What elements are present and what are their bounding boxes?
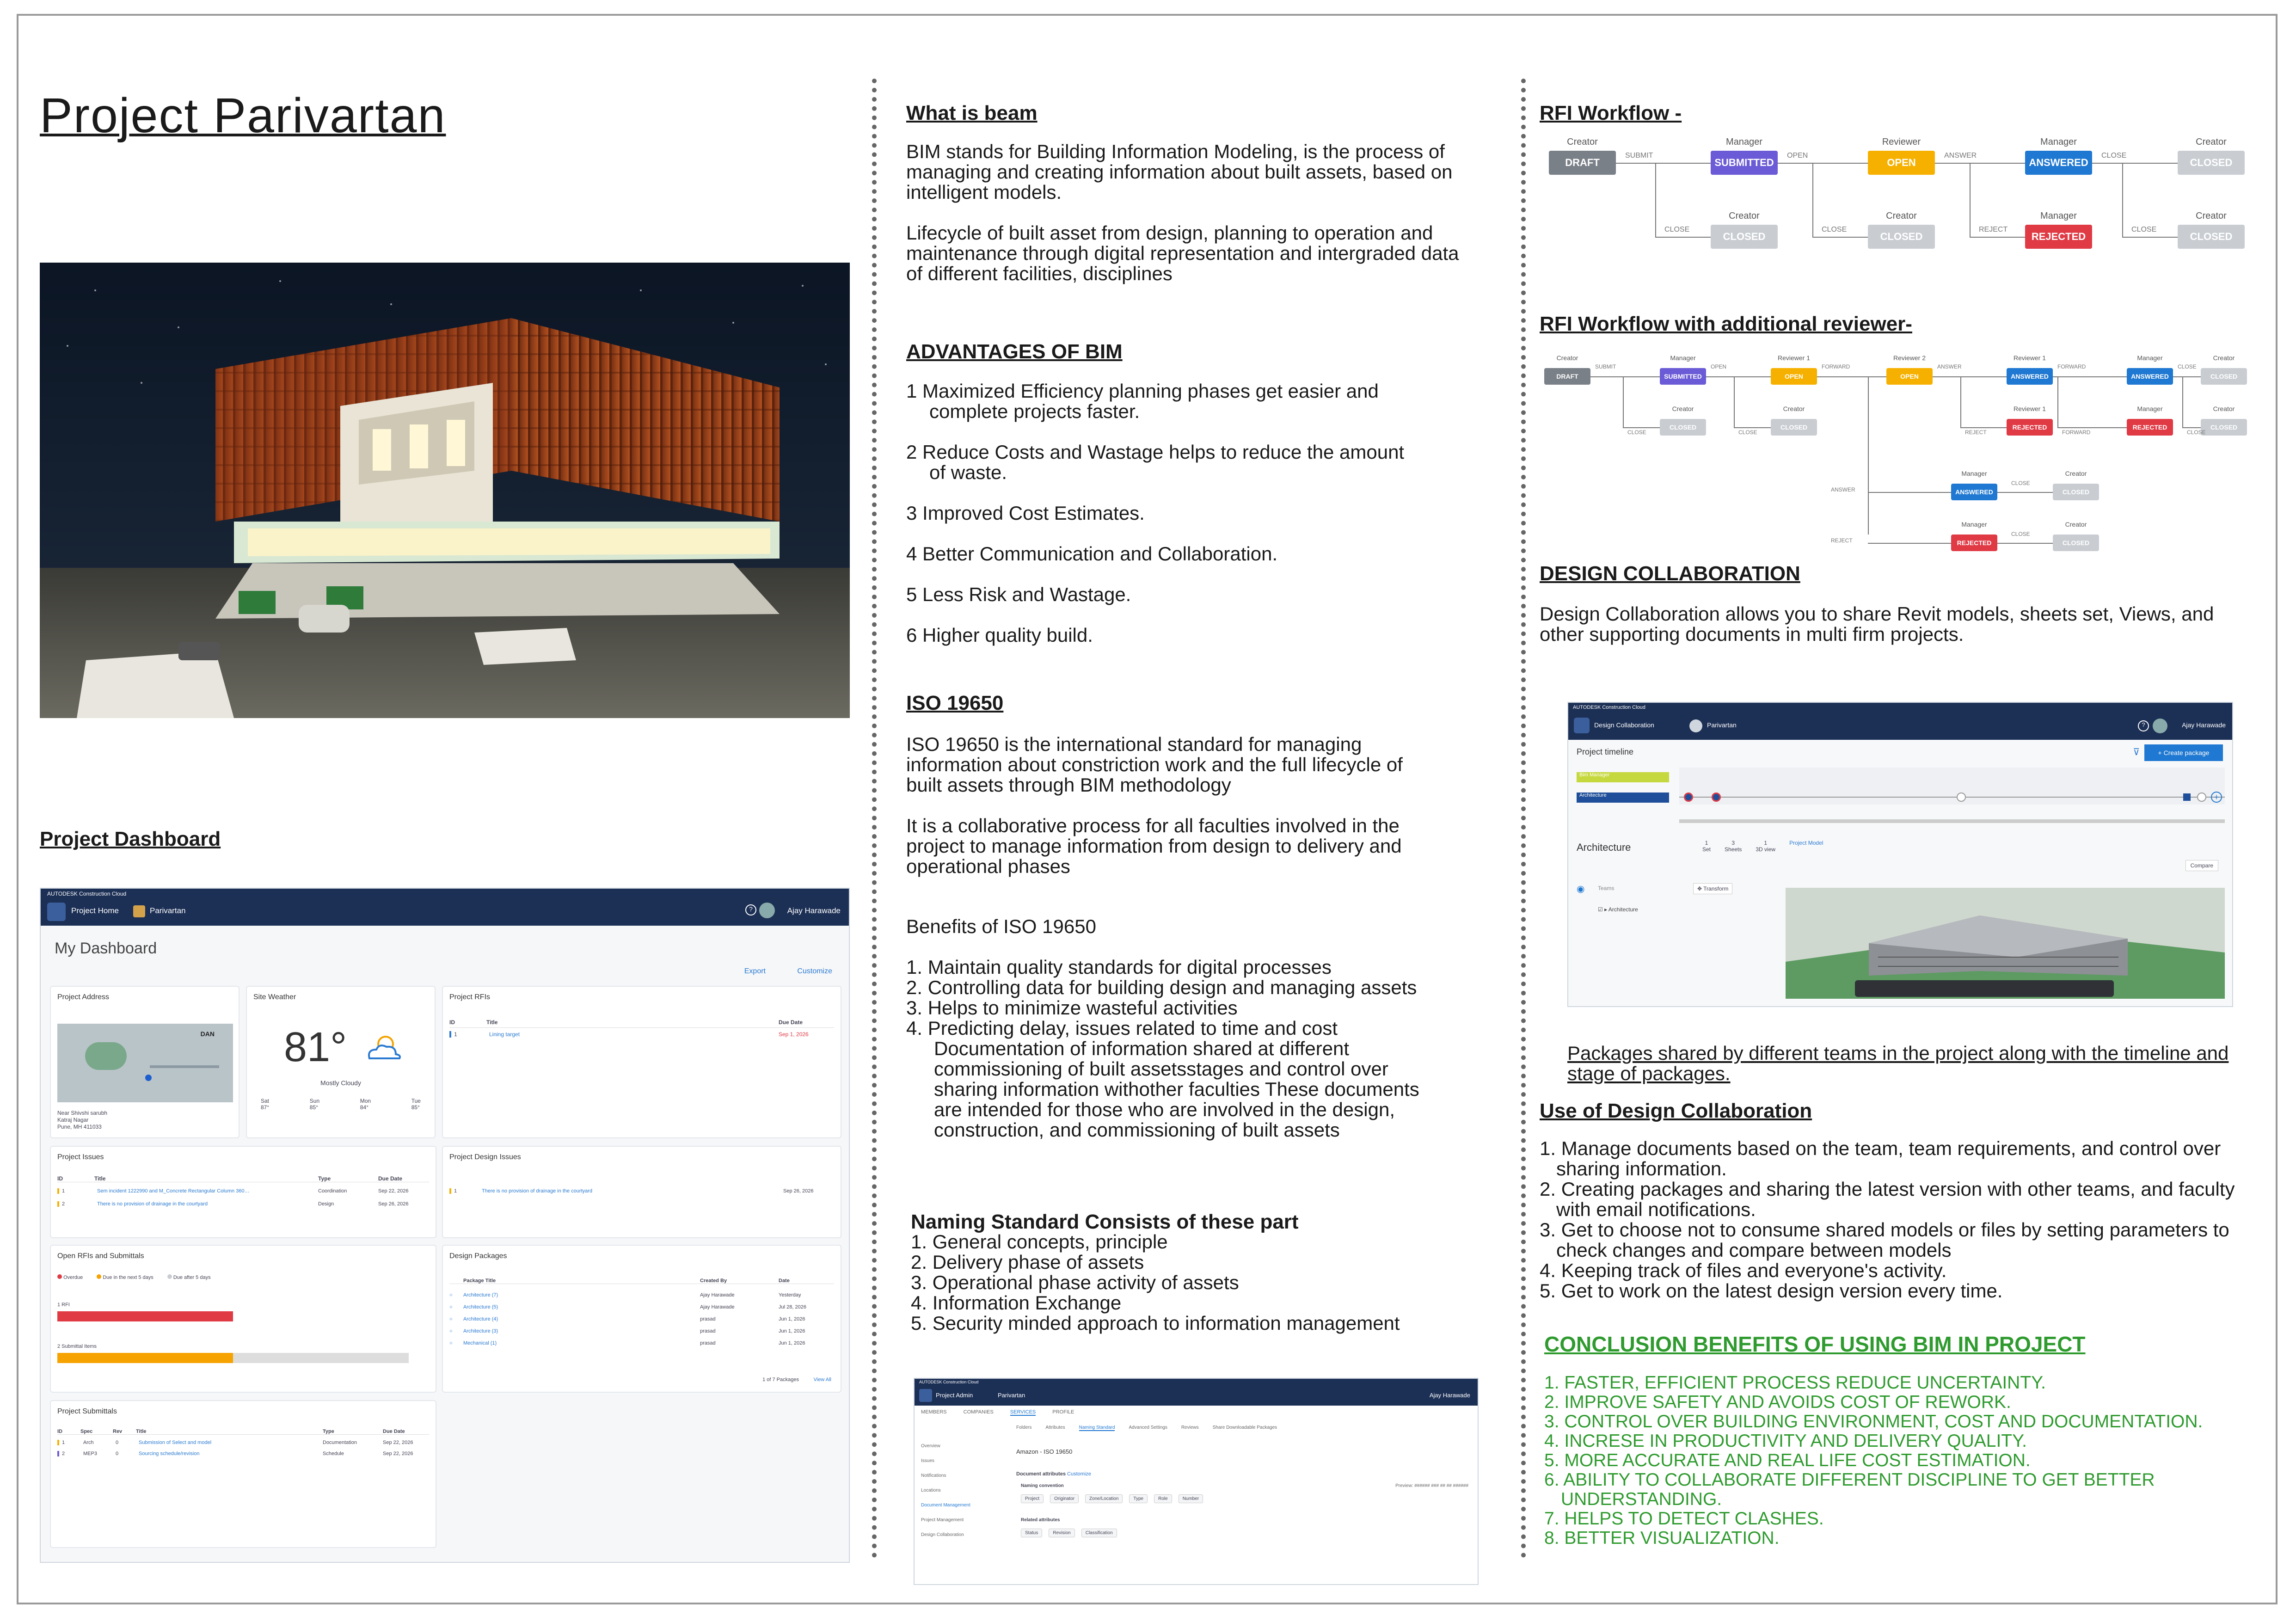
workflow-role: Manager (2040, 211, 2077, 221)
table-row[interactable] (449, 1337, 834, 1349)
workflow-connector (2057, 376, 2058, 427)
view-all-link[interactable]: View All (813, 1377, 831, 1382)
workflow-action: CLOSE (1627, 429, 1646, 436)
forecast: Sat 87° Sun 85° Mon 84° Tue 85° (261, 1098, 421, 1111)
timeline-marker[interactable] (1712, 793, 1721, 802)
workflow-state[interactable]: CLOSED (1711, 225, 1778, 249)
package-title[interactable]: Mechanical (1) (463, 1340, 497, 1346)
workflow-action: REJECT (1979, 226, 2008, 233)
submittals-card (50, 1400, 436, 1548)
sidebar-item[interactable]: Design Collaboration (921, 1532, 964, 1537)
use-heading: Use of Design Collaboration (1540, 1100, 1812, 1122)
workflow-role: Manager (2040, 137, 2077, 147)
related-chips (1021, 1529, 1117, 1537)
workflow-connector (1868, 492, 1951, 493)
rfi-workflow-diagram (1544, 132, 2233, 252)
advantages-heading: ADVANTAGES OF BIM (906, 340, 1123, 363)
brand-label: AUTODESK Construction Cloud (1573, 705, 1645, 710)
workflow-state[interactable]: REJECTED (2025, 225, 2092, 249)
table-row[interactable]: 1 Arch 0 Submission of Select and model Documentation Sep 22, 2026 (57, 1440, 429, 1445)
workflow-connector (2122, 237, 2178, 238)
workflow-state[interactable]: ANSWERED (2025, 151, 2092, 175)
benefits-heading: Benefits of ISO 19650 (906, 915, 1096, 937)
rfis-title[interactable]: Project RFIs (449, 993, 491, 1001)
dc-topbar (1568, 703, 2232, 740)
tab-services[interactable]: SERVICES (1010, 1409, 1036, 1415)
workflow-state[interactable]: DRAFT (1544, 368, 1590, 385)
preview-text: Preview: ###### ### ## ## ###### (1395, 1483, 1468, 1488)
workflow-role: Creator (2065, 470, 2087, 477)
project-dropdown[interactable]: Parivartan (998, 1392, 1025, 1399)
subtab[interactable]: Share Downloadable Packages (1212, 1425, 1277, 1430)
subtab[interactable]: Reviews (1181, 1425, 1199, 1430)
workflow-state[interactable]: REJECTED (2127, 419, 2173, 436)
workflow-connector (1970, 163, 1971, 237)
table-row[interactable]: 2 There is no provision of drainage in the courtyard Design Sep 26, 2026 (57, 1201, 429, 1207)
timeline-marker[interactable] (1957, 793, 1966, 802)
divider (1521, 79, 1526, 1558)
workflow-action: CLOSE (2011, 480, 2030, 486)
workflow-state[interactable]: CLOSED (2201, 368, 2247, 385)
design-packages-title: Design Packages (449, 1252, 507, 1260)
sidebar-item[interactable]: Project Management (921, 1518, 964, 1523)
subtab[interactable]: Naming Standard (1079, 1425, 1115, 1430)
workflow-state[interactable]: CLOSED (2178, 151, 2245, 175)
workflow-connector (1778, 163, 1868, 164)
sidebar-item[interactable]: Locations (921, 1488, 941, 1493)
sidebar-item[interactable]: Issues (921, 1458, 934, 1463)
create-package-button[interactable]: + Create package (2144, 744, 2223, 761)
user-menu[interactable]: Ajay Harawade (1429, 1392, 1470, 1399)
timeline-marker[interactable] (1684, 793, 1693, 802)
brand-label: AUTODESK Construction Cloud (47, 891, 127, 897)
design-packages-card (442, 1245, 841, 1393)
project-thumbnail-icon (133, 905, 145, 917)
module-dropdown[interactable]: Design Collaboration (1594, 721, 1654, 729)
packages-list (449, 1289, 834, 1349)
workflow-action: FORWARD (1822, 363, 1850, 370)
naming-chip[interactable]: Number (1179, 1494, 1203, 1503)
module-dropdown[interactable]: Project Home (71, 906, 119, 915)
packages-footer: 1 of 7 Packages (762, 1377, 799, 1382)
dashboard-heading: Project Dashboard (40, 828, 221, 850)
weather-title: Site Weather (253, 993, 296, 1001)
customize-button[interactable]: Customize (797, 967, 832, 975)
divider (872, 79, 877, 1558)
workflow-connector (2053, 376, 2127, 377)
workflow-action: CLOSE (2101, 152, 2127, 160)
sidebar-item[interactable]: Overview (921, 1444, 940, 1449)
rfi-bar[interactable] (57, 1311, 233, 1321)
workflow-state[interactable]: OPEN (1771, 368, 1817, 385)
workflow-connector (1935, 163, 2025, 164)
timeline-scrollbar[interactable] (1679, 819, 2225, 823)
workflow-role: Creator (1729, 211, 1760, 221)
address-text: Near Shivshi sarubh Katraj Nagar Pune, MH 411033 (57, 1110, 108, 1130)
workflow-connector (1623, 376, 1624, 427)
panel-title: Architecture (1577, 842, 1631, 853)
package-counts: 1 Set 3 Sheets 1 3D view Project Model (1702, 840, 1823, 853)
temperature: 81° (284, 1024, 347, 1070)
workflow-role: Creator (2213, 405, 2235, 412)
doc-attr-label: Document attributes Customize (1016, 1471, 1091, 1477)
admin-sidebar (921, 1439, 1004, 1542)
workflow-action: ANSWER (1937, 363, 1962, 370)
workflow-state[interactable]: REJECTED (2007, 419, 2053, 436)
timeline-marker[interactable] (2197, 793, 2206, 802)
submittal-bar[interactable] (57, 1353, 233, 1363)
open-rfis-title: Open RFIs and Submittals (57, 1252, 144, 1260)
issues-card (50, 1146, 436, 1238)
workflow-connector (1997, 492, 2053, 493)
beam-heading: What is beam (906, 102, 1037, 124)
workflow-connector (1960, 427, 2007, 428)
naming-chip[interactable]: Originator (1050, 1494, 1079, 1503)
submittals-title[interactable]: Project Submittals (57, 1407, 117, 1415)
workflow-action: SUBMIT (1625, 152, 1653, 160)
workflow-role: Reviewer 1 (2013, 405, 2046, 412)
workflow-action: CLOSE (2187, 429, 2206, 436)
workflow-action: REJECT (1831, 537, 1853, 544)
naming-convention-label: Naming convention (1021, 1483, 1064, 1488)
workflow-role: Creator (2213, 354, 2235, 362)
package-title[interactable]: Architecture (7) (463, 1292, 498, 1298)
radio-icon[interactable]: ○ (449, 1340, 453, 1346)
workflow-state[interactable]: SUBMITTED (1660, 368, 1706, 385)
design-issues-card (442, 1146, 841, 1238)
workflow-action: CLOSE (2131, 226, 2157, 233)
user-menu[interactable]: Ajay Harawade (787, 906, 841, 915)
workflow-role: Manager (2137, 354, 2163, 362)
related-chip[interactable]: Revision (1049, 1529, 1074, 1537)
workflow-role: Creator (2196, 137, 2227, 147)
workflow-connector (1590, 376, 1660, 377)
table-row[interactable]: 2 MEP3 0 Sourcing schedule/revision Schedule Sep 22, 2026 (57, 1451, 429, 1456)
help-icon[interactable]: ? (745, 904, 756, 915)
workflow-state[interactable]: ANSWERED (2127, 368, 2173, 385)
dashboard-topbar (41, 889, 849, 926)
address-title: Project Address (57, 993, 110, 1001)
workflow-connector (2092, 163, 2178, 164)
workflow-state[interactable]: CLOSED (2053, 484, 2099, 500)
package-title[interactable]: Architecture (3) (463, 1328, 498, 1334)
submittals-header: ID Spec Rev Title Type Due Date (57, 1429, 429, 1435)
admin-icon (919, 1389, 932, 1402)
map-pin-icon (145, 1075, 152, 1081)
workflow-role: Reviewer (1882, 137, 1921, 147)
workflow-role: Creator (1556, 354, 1578, 362)
workflow-state[interactable]: OPEN (1886, 368, 1933, 385)
workflow-connector (1868, 543, 1951, 544)
workflow-role: Manager (1961, 470, 1987, 477)
compare-button[interactable]: Compare (2185, 860, 2218, 871)
workflow-connector (2173, 376, 2201, 377)
workflow-role: Creator (1672, 405, 1694, 412)
workflow-connector (1970, 237, 2025, 238)
tab-members[interactable]: MEMBERS (921, 1409, 947, 1415)
workflow-state[interactable]: SUBMITTED (1711, 151, 1778, 175)
workflow-action: CLOSE (1738, 429, 1757, 436)
workflow-role: Manager (1961, 521, 1987, 528)
naming-list: 1. General concepts, principle 2. Delivery phase of assets 3. Operational phase activity of assets 4. Information Exchange 5. Security minded approach to information management (911, 1231, 1400, 1334)
user-menu[interactable]: Ajay Harawade (2182, 721, 2226, 729)
design-collab-icon (1574, 718, 1590, 733)
brand-label: AUTODESK Construction Cloud (919, 1380, 979, 1384)
workflow-state[interactable]: ANSWERED (2007, 368, 2053, 385)
workflow-state[interactable]: REJECTED (1951, 535, 1997, 551)
rfis-header: ID Title Due Date (449, 1019, 834, 1028)
workflow-connector (1960, 376, 1961, 427)
avatar[interactable] (759, 903, 775, 918)
project-thumbnail-icon (1689, 719, 1702, 732)
open-rfis-card (50, 1245, 436, 1393)
workflow-connector (1933, 376, 2007, 377)
workflow-role: Creator (1886, 211, 1917, 221)
building-render (40, 263, 850, 718)
radio-icon[interactable]: ○ (449, 1328, 453, 1334)
table-row[interactable]: 1 Sem incident 1222990 and M_Concrete Rectangular Column 360… Coordination Sep 22, 2026 (57, 1188, 429, 1194)
workflow-action: CLOSE (2178, 363, 2197, 370)
admin-subtabs (1016, 1425, 1277, 1431)
workflow-connector (1734, 427, 1771, 428)
map[interactable] (57, 1024, 233, 1102)
table-row[interactable] (449, 1289, 834, 1301)
customize-link[interactable]: Customize (1067, 1471, 1091, 1477)
subtab[interactable]: Attributes (1045, 1425, 1065, 1430)
radio-icon[interactable]: ○ (449, 1316, 453, 1322)
project-model-link[interactable]: Project Model (1789, 840, 1823, 846)
avatar[interactable] (2153, 719, 2167, 733)
sidebar-item[interactable]: Document Management (921, 1503, 970, 1508)
workflow-connector (2182, 427, 2201, 428)
subtab[interactable]: Folders (1016, 1425, 1032, 1430)
standard-title: Amazon - ISO 19650 (1016, 1448, 1073, 1455)
module-dropdown[interactable]: Project Admin (936, 1392, 973, 1399)
workflow-connector (1868, 376, 1869, 535)
design-collaboration-text: Design Collaboration allows you to share Revit models, sheets set, Views, and other supporting documents in multi firm projects. (1540, 603, 2214, 645)
iso-text: ISO 19650 is the international standard for managing information about constriction work and the full lifecycle of built assets through BIM methodology It is a collaborative process for all faculties involved in the project to manage information from design to delivery and operational phases (906, 733, 1403, 877)
naming-chips (1021, 1494, 1203, 1503)
workflow-action: CLOSE (1664, 226, 1690, 233)
conclusion-heading: CONCLUSION BENEFITS OF USING BIM IN PROJECT (1544, 1332, 2086, 1356)
dashboard-screenshot (40, 888, 850, 1563)
related-label: Related attributes (1021, 1518, 1060, 1523)
map-label: DAN (200, 1030, 215, 1038)
rfi-workflow-2-diagram (1544, 350, 2247, 553)
sidebar-item[interactable]: Notifications (921, 1473, 946, 1478)
workflow-state[interactable]: CLOSED (1660, 419, 1706, 436)
package-date: Yesterday (779, 1292, 801, 1298)
workflow-connector (1623, 427, 1660, 428)
radio-icon[interactable]: ○ (449, 1292, 453, 1298)
project-dropdown[interactable]: Parivartan (1707, 721, 1737, 729)
package-creator: prasad (700, 1328, 716, 1334)
design-collaboration-heading: DESIGN COLLABORATION (1540, 562, 1800, 585)
workflow-action: REJECT (1965, 429, 1987, 436)
rfi-workflow-2-heading: RFI Workflow with additional reviewer- (1540, 313, 1912, 335)
team-architecture[interactable]: Architecture (1577, 793, 1669, 803)
weather-card (246, 986, 436, 1138)
table-row[interactable] (449, 1313, 834, 1325)
workflow-action: FORWARD (2057, 363, 2086, 370)
benefits-list: 1. Maintain quality standards for digital processes 2. Controlling data for building design and managing assets 3. Helps to minimize wasteful activities 4. Predicting delay, issues related to time and cost Documentation of information shared at different commissioning of built assetsstages and control over sharing information withother faculties These documents are intended for those who are involved in the design, construction, and commissioning of built assets (906, 956, 1419, 1141)
workflow-role: Manager (1726, 137, 1762, 147)
naming-heading: Naming Standard Consists of these part (911, 1210, 1299, 1233)
workflow-action: FORWARD (2062, 429, 2091, 436)
package-creator: prasad (700, 1316, 716, 1322)
conclusion-list: 1. FASTER, EFFICIENT PROCESS REDUCE UNCERTAINTY. 2. IMPROVE SAFETY AND AVOIDS COST OF REWORK. 3. CONTROL OVER BUILDING ENVIRONMENT, COST AND DOCUMENTATION. 4. INCRESE IN PRODUCTIVITY AND DELIVERY QUALITY. 5. MORE ACCURATE AND REAL LIFE COST ESTIMATION. 6. ABILITY TO COLLABORATE DIFFERENT DISCIPLINE TO GET BETTER UNDERSTANDING. 7. HELPS TO DETECT CLASHES. 8. BETTER VISUALIZATION. (1544, 1373, 2203, 1548)
tab-companies[interactable]: COMPANIES (963, 1409, 994, 1415)
bar-label: 1 RFI (57, 1302, 70, 1308)
workflow-state[interactable]: CLOSED (2201, 419, 2247, 436)
issues-header: ID Title Type Due Date (57, 1175, 429, 1182)
timeline-track[interactable] (1679, 768, 2225, 805)
workflow-state[interactable]: CLOSED (1771, 419, 1817, 436)
workflow-role: Reviewer 2 (1893, 354, 1926, 362)
rfi-workflow-heading: RFI Workflow - (1540, 102, 1682, 124)
page-title: Project Parivartan (40, 88, 446, 143)
table-row[interactable] (449, 1325, 834, 1337)
workflow-connector (1616, 163, 1711, 164)
workflow-connector (1734, 376, 1735, 427)
workflow-role: Creator (2196, 211, 2227, 221)
export-button[interactable]: Export (744, 967, 766, 975)
package-date: Jun 1, 2026 (779, 1316, 805, 1322)
naming-chip[interactable]: Project (1021, 1494, 1044, 1503)
workflow-connector (1812, 163, 1813, 237)
eye-icon[interactable]: ◉ (1577, 884, 1585, 894)
add-marker-icon[interactable]: + (2211, 792, 2222, 803)
address-card (50, 986, 239, 1138)
teams-label: Teams (1598, 885, 1615, 891)
workflow-action: CLOSE (1822, 226, 1847, 233)
workflow-state[interactable]: ANSWERED (1951, 484, 1997, 500)
project-dropdown[interactable]: Parivartan (150, 906, 186, 915)
package-creator: Ajay Harawade (700, 1292, 735, 1298)
workflow-connector (1706, 376, 1771, 377)
package-title[interactable]: Architecture (5) (463, 1304, 498, 1310)
filter-icon[interactable]: ⊽ (2133, 747, 2140, 757)
rfis-card (442, 986, 841, 1138)
open-legend: Overdue Due in the next 5 days Due after 5 days (57, 1274, 211, 1280)
workflow-state[interactable]: CLOSED (2178, 225, 2245, 249)
packages-header: Package Title Created By Date (449, 1278, 834, 1284)
workflow-role: Manager (1670, 354, 1696, 362)
team-bim-manager[interactable]: Bim Manager (1577, 772, 1669, 782)
workflow-role: Creator (2065, 521, 2087, 528)
workflow-action: SUBMIT (1595, 363, 1616, 370)
tree-item[interactable]: ☑ ▸ Architecture (1598, 906, 1638, 913)
dashboard-title: My Dashboard (55, 940, 157, 957)
workflow-connector (1655, 237, 1711, 238)
advantages-list: 1 Maximized Efficiency planning phases get easier and complete projects faster. 2 Reduce Costs and Wastage helps to reduce the amount of waste. 3 Improved Cost Estimates. 4 Better Communication and Collaboration. 5 Less Risk and Wastage. 6 Higher quality build. (906, 380, 1405, 646)
workflow-role: Reviewer 1 (1777, 354, 1811, 362)
workflow-action: ANSWER (1944, 152, 1977, 160)
package-creator: prasad (700, 1340, 716, 1346)
timeline-marker[interactable] (2183, 793, 2191, 801)
weather-condition: Mostly Cloudy (320, 1079, 361, 1087)
package-date: Jun 1, 2026 (779, 1340, 805, 1346)
admin-tabs (921, 1409, 1074, 1416)
workflow-state[interactable]: DRAFT (1549, 151, 1616, 175)
design-collaboration-screenshot (1567, 702, 2233, 1007)
admin-topbar (915, 1379, 1478, 1406)
subtab[interactable]: Advanced Settings (1129, 1425, 1167, 1430)
bar-label: 2 Submittal Items (57, 1344, 97, 1349)
radio-icon[interactable]: ○ (449, 1304, 453, 1310)
workflow-state[interactable]: CLOSED (1868, 225, 1935, 249)
workflow-connector (1655, 163, 1656, 237)
workflow-action: CLOSE (2011, 531, 2030, 537)
transform-button[interactable]: ✥ Transform (1693, 883, 1732, 894)
tab-profile[interactable]: PROFILE (1052, 1409, 1074, 1415)
workflow-role: Reviewer 1 (2013, 354, 2046, 362)
package-date: Jul 28, 2026 (779, 1304, 806, 1310)
naming-chip[interactable]: Zone/Location (1085, 1494, 1123, 1503)
workflow-role: Manager (2137, 405, 2163, 412)
workflow-connector (1997, 543, 2053, 544)
submittal-bar-track (57, 1353, 409, 1363)
use-list: 1. Manage documents based on the team, team requirements, and control over sharing information. 2. Creating packages and sharing the latest version with other teams, and faculty with email notifications. 3. Get to choose not to consume shared models or files by setting parameters to check changes and compare between models 4. Keeping track of files and everyone's activity. 5. Get to work on the latest design version every time. (1540, 1137, 2235, 1302)
workflow-action: ANSWER (1831, 486, 1855, 493)
iso-heading: ISO 19650 (906, 692, 1004, 714)
workflow-connector (2182, 376, 2183, 427)
table-row[interactable]: 1 There is no provision of drainage in the courtyard Sep 26, 2026 (449, 1188, 834, 1194)
package-creator: Ajay Harawade (700, 1304, 735, 1310)
model-viewer[interactable] (1786, 888, 2225, 999)
dc-caption: Packages shared by different teams in the project along with the timeline and stage of packages. (1567, 1042, 2229, 1084)
workflow-connector (1817, 376, 1886, 377)
cloud-sun-icon (362, 1033, 404, 1061)
package-title[interactable]: Architecture (4) (463, 1316, 498, 1322)
timeline-title: Project timeline (1577, 747, 1634, 756)
beam-text: BIM stands for Building Information Modeling, is the process of managing and creating information about built assets, based on intelligent models. Lifecycle of built asset from design, planning to operation and maintenance through digital representation and intergraded data of different facilities, disciplines (906, 141, 1459, 284)
design-issues-title[interactable]: Project Design Issues (449, 1153, 521, 1161)
workflow-action: OPEN (1787, 152, 1808, 160)
workflow-connector (2122, 163, 2123, 237)
table-row[interactable]: 1 Lining target Sep 1, 2026 (449, 1031, 834, 1038)
workflow-role: Creator (1567, 137, 1598, 147)
admin-screenshot (914, 1378, 1479, 1585)
workflow-state[interactable]: CLOSED (2053, 535, 2099, 551)
issues-title[interactable]: Project Issues (57, 1153, 104, 1161)
workflow-state[interactable]: OPEN (1868, 151, 1935, 175)
workflow-connector (2057, 427, 2127, 428)
table-row[interactable] (449, 1301, 834, 1313)
project-home-icon (47, 903, 66, 921)
help-icon[interactable]: ? (2138, 720, 2149, 731)
workflow-action: OPEN (1711, 363, 1727, 370)
naming-chip[interactable]: Role (1154, 1494, 1172, 1503)
naming-chip[interactable]: Type (1129, 1494, 1148, 1503)
package-date: Jun 1, 2026 (779, 1328, 805, 1334)
workflow-role: Creator (1783, 405, 1805, 412)
related-chip[interactable]: Status (1021, 1529, 1042, 1537)
related-chip[interactable]: Classification (1081, 1529, 1117, 1537)
workflow-connector (1812, 237, 1868, 238)
